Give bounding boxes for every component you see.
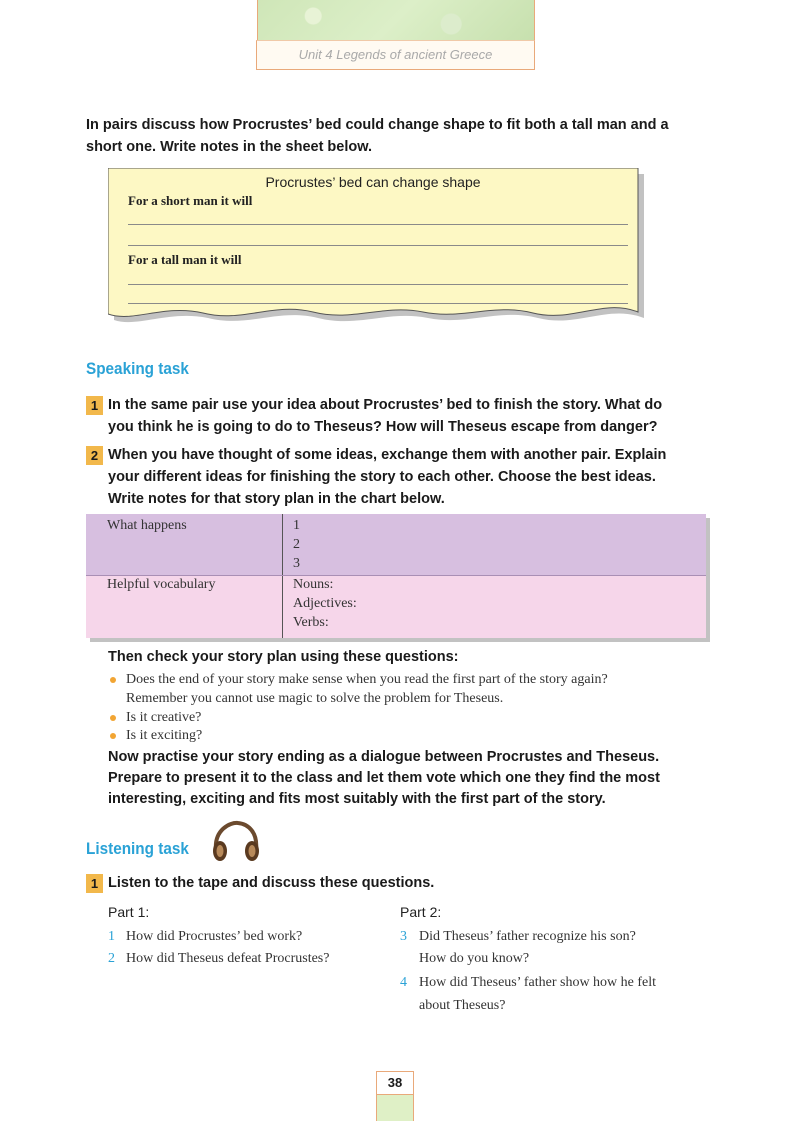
what-happens-label: What happens: [107, 518, 187, 533]
listening-task-title: Listening task: [86, 839, 189, 858]
vocab-nouns[interactable]: Nouns:: [293, 577, 334, 592]
question-number: 1: [108, 929, 115, 944]
notes-sheet: [108, 168, 638, 318]
vocab-verbs[interactable]: Verbs:: [293, 615, 329, 630]
question-number: 2: [108, 951, 115, 966]
intro-line-2: short one. Write notes in the sheet below.: [86, 139, 373, 155]
page-number: 38: [376, 1071, 414, 1095]
listening-question-4-line2: about Theseus?: [419, 998, 506, 1013]
write-line[interactable]: [128, 245, 628, 246]
listening-question-4-line1: How did Theseus’ father show how he felt: [419, 975, 657, 990]
speaking-task1-line1: In the same pair use your idea about Procrustes’ bed to finish the story. What do: [108, 397, 663, 413]
part2-title: Part 2:: [400, 904, 442, 920]
practise-line-3: interesting, exciting and fits most suitably with the first part of the story.: [108, 791, 606, 807]
write-line[interactable]: [128, 224, 628, 225]
question-number: 3: [400, 929, 407, 944]
write-line[interactable]: [128, 303, 628, 304]
check-question-1-line1: Does the end of your story make sense when you read the first part of the story again?: [126, 672, 608, 687]
tall-man-label: For a tall man it will: [128, 252, 242, 267]
listening-question-3-line1: Did Theseus’ father recognize his son?: [419, 929, 636, 944]
task-number-badge: 2: [86, 446, 103, 465]
story-plan-table: [86, 514, 706, 638]
table-divider: [86, 575, 706, 576]
table-divider: [282, 514, 283, 638]
practise-line-1: Now practise your story ending as a dialogue between Procrustes and Theseus.: [108, 749, 660, 765]
headphones-icon: [208, 820, 264, 864]
task-number-badge: 1: [86, 396, 103, 415]
write-line[interactable]: [128, 284, 628, 285]
check-question-1-line2: Remember you cannot use magic to solve the problem for Theseus.: [126, 691, 504, 706]
speaking-task1-line2: you think he is going to do to Theseus? How will Theseus escape from danger?: [108, 419, 658, 435]
listening-question-3-line2: How do you know?: [419, 951, 530, 966]
bullet-icon: [110, 715, 116, 721]
speaking-task2-line2: your different ideas for finishing the story to each other. Choose the best ideas.: [108, 469, 656, 485]
sheet-title: Procrustes’ bed can change shape: [265, 174, 481, 190]
vocab-adjectives[interactable]: Adjectives:: [293, 596, 357, 611]
plan-item[interactable]: 1: [293, 518, 300, 533]
question-number: 4: [400, 975, 407, 990]
practise-line-2: Prepare to present it to the class and let them vote which one they find the most: [108, 770, 660, 786]
bullet-icon: [110, 733, 116, 739]
part1-title: Part 1:: [108, 904, 150, 920]
check-heading: Then check your story plan using these questions:: [108, 649, 459, 665]
check-question-2: Is it creative?: [126, 710, 202, 725]
speaking-task-title: Speaking task: [86, 359, 189, 378]
plan-item[interactable]: 2: [293, 537, 300, 552]
listening-question-1: How did Procrustes’ bed work?: [126, 929, 303, 944]
speaking-task2-line1: When you have thought of some ideas, exchange them with another pair. Explain: [108, 447, 667, 463]
header-banner-image: [257, 0, 535, 40]
unit-title: Unit 4 Legends of ancient Greece: [256, 40, 535, 70]
plan-item[interactable]: 3: [293, 556, 300, 571]
helpful-vocabulary-label: Helpful vocabulary: [107, 577, 216, 592]
listening-question-2: How did Theseus defeat Procrustes?: [126, 951, 330, 966]
listening-task1-text: Listen to the tape and discuss these questions.: [108, 875, 435, 891]
speaking-task2-line3: Write notes for that story plan in the chart below.: [108, 491, 445, 507]
bullet-icon: [110, 677, 116, 683]
task-number-badge: 1: [86, 874, 103, 893]
check-question-3: Is it exciting?: [126, 728, 203, 743]
short-man-label: For a short man it will: [128, 193, 253, 208]
intro-line-1: In pairs discuss how Procrustes’ bed could change shape to fit both a tall man and a: [86, 117, 669, 133]
